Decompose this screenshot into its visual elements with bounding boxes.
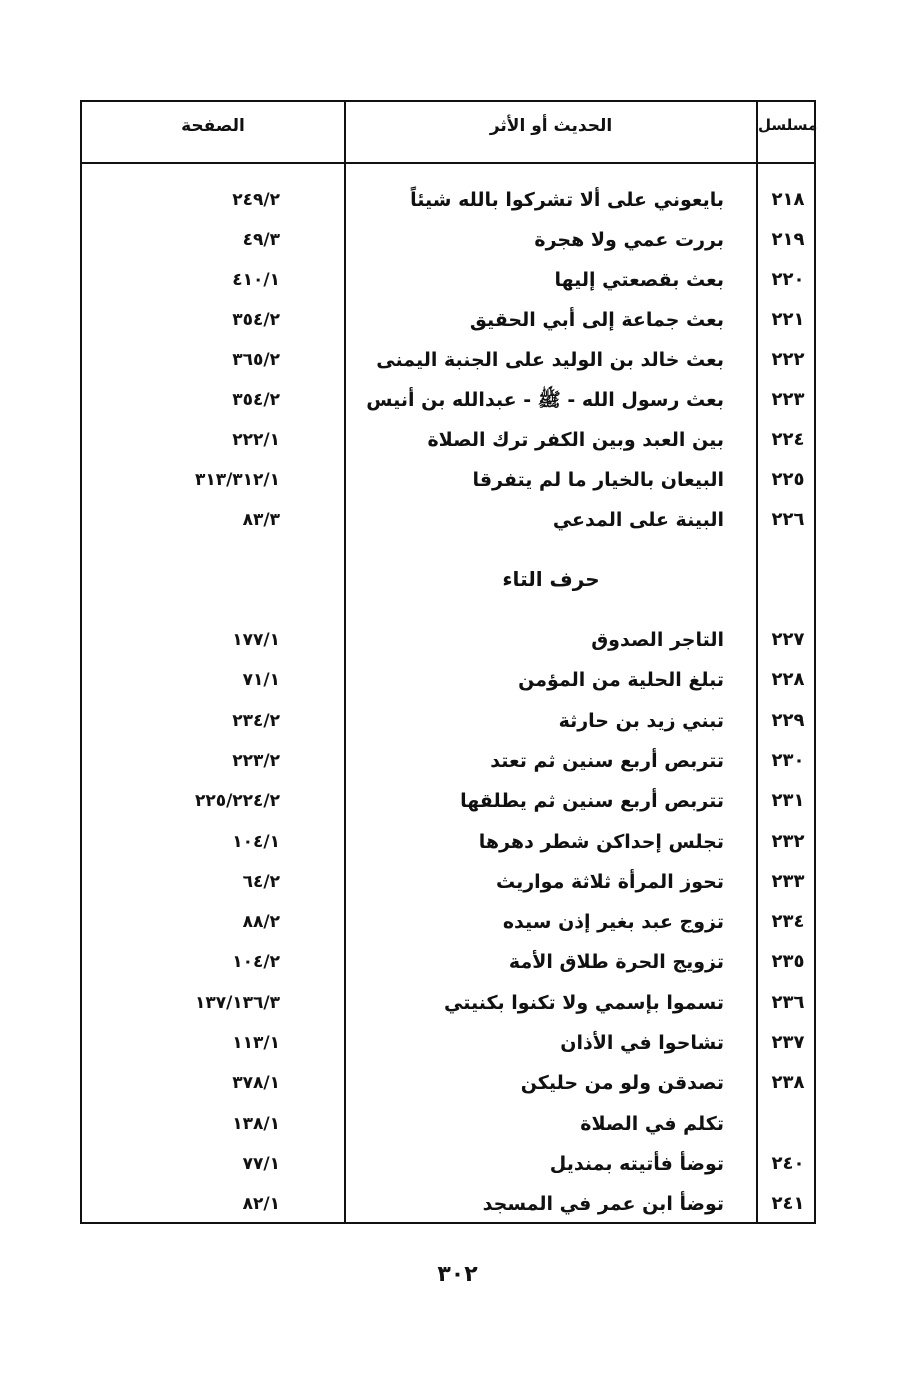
entry-number: ٢٣٤ — [771, 911, 805, 933]
table-row — [82, 502, 814, 538]
entry-text: تشاحوا في الأذان — [560, 1032, 724, 1054]
entry-text: تزوج عبد بغير إذن سيده — [502, 911, 724, 934]
entry-number: ٢٣٧ — [771, 1032, 805, 1053]
entry-text: بعث رسول الله - ﷺ - عبدالله بن أنيس — [366, 389, 724, 411]
entry-page: ٨٨/٢ — [242, 912, 280, 933]
table-row — [82, 622, 814, 658]
entry-page: ١٣٧/١٣٦/٣ — [194, 992, 280, 1013]
entry-text: تبلغ الحلية من المؤمن — [518, 669, 724, 692]
table-row — [82, 342, 814, 378]
entry-text: البيعان بالخيار ما لم يتفرقا — [472, 469, 724, 491]
entry-text: بعث بقصعتي إليها — [554, 269, 724, 291]
header-page: الصفحة — [181, 116, 245, 136]
entry-page: ٣١٣/٣١٢/١ — [194, 470, 280, 490]
table-row — [82, 182, 814, 218]
header-divider — [82, 162, 814, 164]
entry-page: ٦٤/٢ — [242, 871, 280, 892]
entry-text: بايعوني على ألا تشركوا بالله شيئاً — [410, 189, 724, 211]
entry-number: ٢٣٥ — [771, 951, 805, 973]
entry-text: تصدقن ولو من حليكن — [520, 1072, 724, 1095]
entry-text: تزويج الحرة طلاق الأمة — [508, 951, 724, 974]
entry-number: ٢٤٠ — [771, 1152, 805, 1174]
entry-text: بين العبد وبين الكفر ترك الصلاة — [427, 429, 724, 451]
entry-text: التاجر الصدوق — [591, 629, 724, 651]
entry-page: ٨٣/٣ — [242, 510, 280, 530]
entry-number: ٢٢٢ — [771, 349, 805, 370]
entry-number: ٢٢٣ — [771, 389, 805, 410]
table-row — [82, 864, 814, 900]
entry-page: ٧٧/١ — [242, 1153, 280, 1174]
entry-number: ٢٢٤ — [771, 429, 805, 450]
entry-number: ٢٢٨ — [771, 669, 805, 691]
entry-number: ٢٢١ — [771, 309, 805, 330]
entry-page: ١١٣/١ — [232, 1033, 280, 1053]
entry-number: ٢٢٩ — [771, 709, 805, 731]
entry-text: توضأ فأتيته بمنديل — [549, 1152, 724, 1175]
table-row — [82, 662, 814, 698]
table-row — [82, 743, 814, 779]
entry-text: تتربص أربع سنين ثم يطلقها — [460, 790, 724, 813]
entry-page: ٣٧٨/١ — [232, 1073, 280, 1094]
table-row — [82, 783, 814, 819]
section-heading: حرف التاء — [502, 567, 600, 591]
entry-text: بررت عمي ولا هجرة — [534, 229, 724, 251]
entry-page: ٢٢٥/٢٢٤/٢ — [194, 791, 280, 812]
entry-page: ٣٦٥/٢ — [232, 350, 280, 370]
entry-text: بعث خالد بن الوليد على الجنبة اليمنى — [376, 349, 724, 371]
entry-text: توضأ ابن عمر في المسجد — [482, 1193, 724, 1216]
entry-page: ١٠٤/١ — [232, 831, 280, 852]
entry-number: ٢٣٦ — [771, 991, 805, 1013]
entry-text: تكلم في الصلاة — [580, 1112, 724, 1135]
entry-page: ٢٢٢/١ — [232, 430, 280, 450]
table-row — [82, 1065, 814, 1101]
table-row — [82, 1025, 814, 1061]
entry-text: البينة على المدعي — [552, 509, 724, 531]
table-row — [82, 262, 814, 298]
entry-number: ٢٢٦ — [771, 509, 805, 530]
entry-number: ٢٣٢ — [771, 830, 805, 852]
entry-number: ٢٣٨ — [771, 1072, 805, 1094]
entry-text: تبني زيد بن حارثة — [558, 709, 724, 732]
entry-number: ٢٢٧ — [771, 629, 805, 650]
entry-page: ٢٢٣/٢ — [232, 750, 280, 771]
entry-text: تتربص أربع سنين ثم تعتد — [490, 749, 724, 772]
header-serial: مسلسل — [758, 116, 818, 134]
table-row — [82, 703, 814, 739]
table-row — [82, 1106, 814, 1142]
entry-page: ١٣٨/١ — [232, 1113, 280, 1134]
table-row — [82, 824, 814, 860]
entry-page: ٣٥٤/٢ — [232, 310, 280, 330]
page-number: ٣٠٢ — [437, 1262, 478, 1287]
table-row — [82, 382, 814, 418]
entry-page: ٤١٠/١ — [232, 270, 280, 290]
entry-page: ٧١/١ — [242, 670, 280, 691]
entry-page: ٢٤٩/٢ — [232, 190, 280, 210]
table-row — [82, 222, 814, 258]
entry-page: ١٧٧/١ — [232, 630, 280, 650]
entry-page: ٤٩/٣ — [242, 230, 280, 250]
entry-page: ٢٣٤/٢ — [232, 710, 280, 731]
entry-number: ٢٣٠ — [771, 749, 805, 771]
table-row — [82, 904, 814, 940]
entry-page: ١٠٤/٢ — [232, 952, 280, 973]
entry-text: تحوز المرأة ثلاثة مواريث — [495, 870, 724, 893]
entry-text: تسموا بإسمي ولا تكنوا بكنيتي — [444, 991, 724, 1014]
entry-number: ٢٤١ — [771, 1193, 805, 1215]
table-row — [82, 985, 814, 1021]
header-hadith: الحديث أو الأثر — [489, 116, 613, 136]
table-row — [82, 1146, 814, 1182]
entry-number: ٢٣٣ — [771, 870, 805, 892]
table-row — [82, 944, 814, 980]
entry-text: بعث جماعة إلى أبي الحقيق — [469, 309, 724, 331]
entry-number: ٢٢٠ — [771, 269, 805, 290]
entry-number: ٢١٨ — [771, 189, 805, 210]
index-table — [80, 100, 816, 1224]
table-row — [82, 422, 814, 458]
entry-page: ٨٢/١ — [242, 1194, 280, 1215]
entry-number: ٢٢٥ — [771, 469, 805, 490]
entry-number: ٢٣١ — [771, 790, 805, 812]
entry-page: ٣٥٤/٢ — [232, 390, 280, 410]
table-row — [82, 302, 814, 338]
entry-text: تجلس إحداكن شطر دهرها — [478, 830, 724, 853]
entry-number: ٢١٩ — [771, 229, 805, 250]
table-row — [82, 462, 814, 498]
table-row — [82, 1186, 814, 1222]
